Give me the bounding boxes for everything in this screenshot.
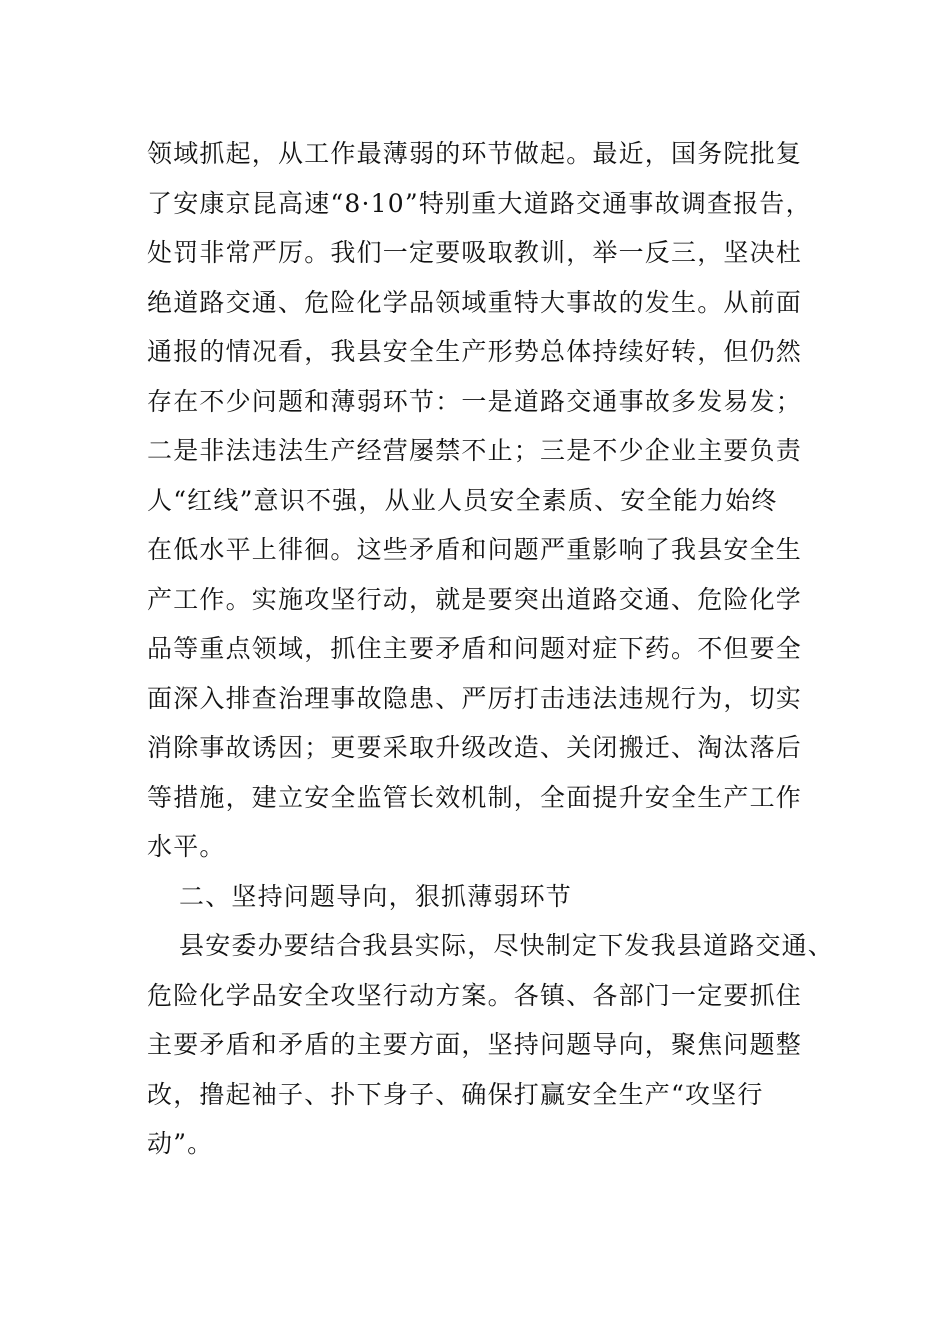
text-line: 等措施，建立安全监管长效机制，全面提升安全生产工作 xyxy=(147,782,803,812)
text-line: 了安康京昆高速“8·10”特别重大道路交通事故调查报告， xyxy=(147,188,812,218)
text-line: 在低水平上徘徊。这些矛盾和问题严重影响了我县安全生 xyxy=(147,535,803,564)
text-line: 危险化学品安全攻坚行动方案。各镇、各部门一定要抓住 xyxy=(147,980,803,1010)
text-line: 二是非法违法生产经营屡禁不止；三是不少企业主要负责 xyxy=(147,436,803,465)
text-line: 人“红线”意识不强，从业人员安全素质、安全能力始终 xyxy=(147,485,778,515)
document-body xyxy=(147,129,847,1169)
section-heading: 二、坚持问题导向，狠抓薄弱环节 xyxy=(179,881,573,911)
text-line: 消除事故诱因；更要采取升级改造、关闭搬迁、淘汰落后 xyxy=(147,733,803,762)
text-line: 产工作。实施攻坚行动，就是要突出道路交通、危险化学 xyxy=(147,584,803,614)
text-line: 通报的情况看，我县安全生产形势总体持续好转，但仍然 xyxy=(147,337,803,366)
text-line: 存在不少问题和薄弱环节：一是道路交通事故多发易发； xyxy=(147,386,803,416)
paragraph-first-line: 县安委办要结合我县实际，尽快制定下发我县道路交通、 xyxy=(179,931,835,960)
text-line: 改，撸起袖子、扑下身子、确保打赢安全生产“攻坚行 xyxy=(147,1079,764,1109)
text-line: 领域抓起，从工作最薄弱的环节做起。最近，国务院批复 xyxy=(147,139,803,168)
text-line: 面深入排查治理事故隐患、严厉打击违法违规行为，切实 xyxy=(147,683,803,713)
text-line: 处罚非常严厉。我们一定要吸取教训，举一反三，坚决杜 xyxy=(147,238,803,267)
text-line: 品等重点领域，抓住主要矛盾和问题对症下药。不但要全 xyxy=(147,634,803,663)
text-line: 水平。 xyxy=(147,832,226,861)
text-line: 动”。 xyxy=(147,1129,214,1158)
text-line: 主要矛盾和矛盾的主要方面，坚持问题导向，聚焦问题整 xyxy=(147,1030,803,1059)
text-line: 绝道路交通、危险化学品领域重特大事故的发生。从前面 xyxy=(147,287,803,317)
